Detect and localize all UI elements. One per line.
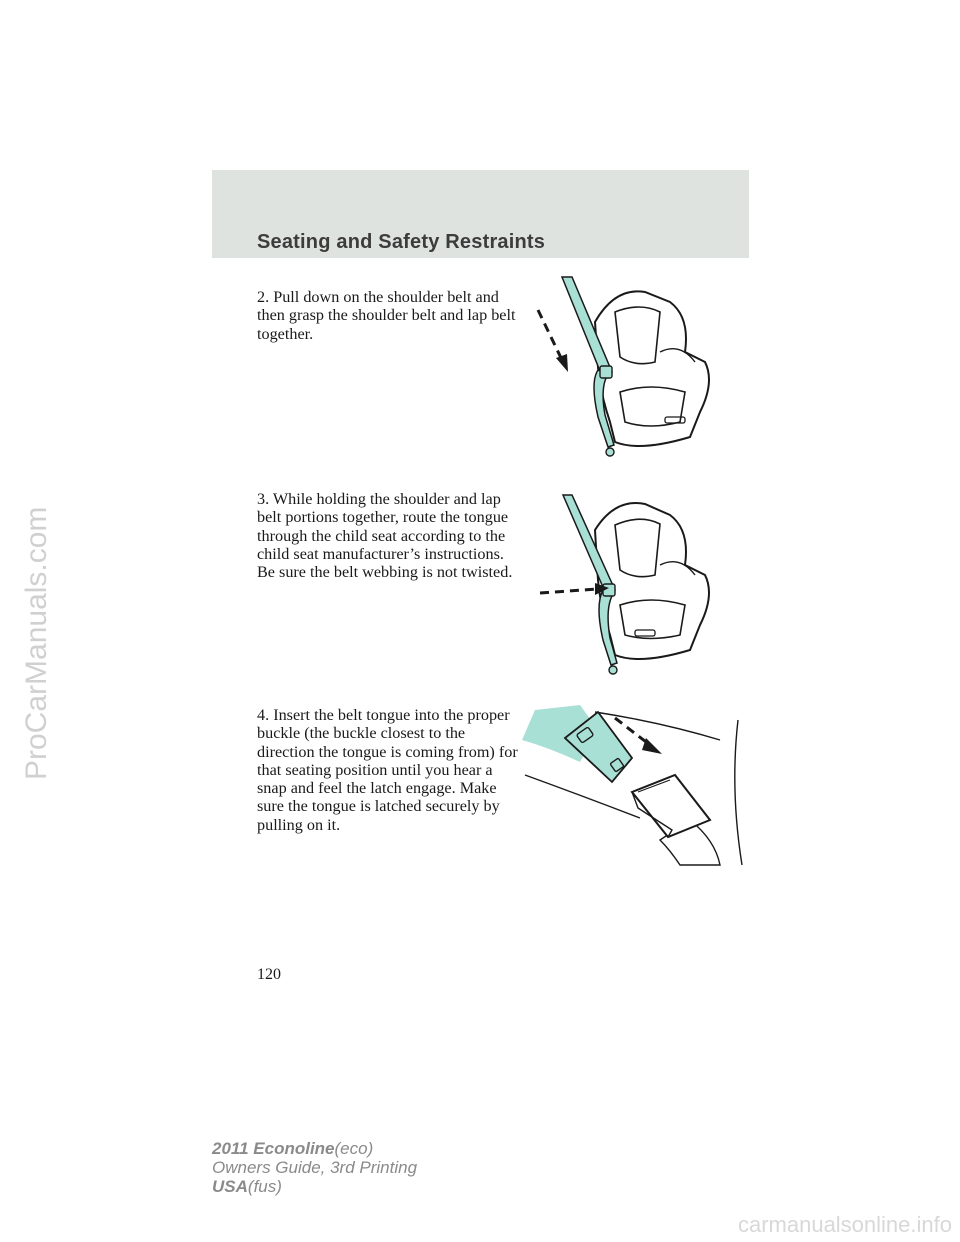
step-2-text: 2. Pull down on the shoulder belt and then grasp the shoulder belt and lap belt together. [257, 288, 516, 343]
page-number: 120 [257, 966, 281, 983]
footer-line-2: Owners Guide, 3rd Printing [212, 1158, 418, 1177]
footer-market: USA [212, 1177, 248, 1196]
figure-insert-tongue [520, 700, 745, 870]
figure-route-tongue [535, 490, 735, 680]
footer-market-code: (fus) [247, 1177, 282, 1196]
watermark-left-text: ProCarManuals.com [20, 506, 53, 780]
section-title: Seating and Safety Restraints [257, 231, 546, 253]
footer-line-3 [212, 1177, 417, 1196]
footer-line-1 [212, 1139, 417, 1158]
step-4-text: 4. Insert the belt tongue into the proper buckle (the buckle closest to the direction the tongue is coming from) for that seating position until you hear a snap and feel the latch engage. Make sure the tongue is latched securely by pulling on it. [257, 706, 518, 834]
watermark-bottom: carmanualsonline.info [737, 1212, 952, 1237]
section-header [212, 170, 749, 258]
figure-pull-shoulder-belt [520, 272, 735, 462]
step-3-text: 3. While holding the shoulder and lap belt portions together, route the tongue through the child seat according to the child seat manufacturer’s instructions. Be sure the belt webbing is not twisted. [257, 490, 513, 582]
footer-model: 2011 Econoline [212, 1139, 335, 1158]
watermark-left [0, 480, 60, 780]
footer-model-code: (eco) [334, 1139, 374, 1158]
document-footer [212, 1139, 417, 1196]
